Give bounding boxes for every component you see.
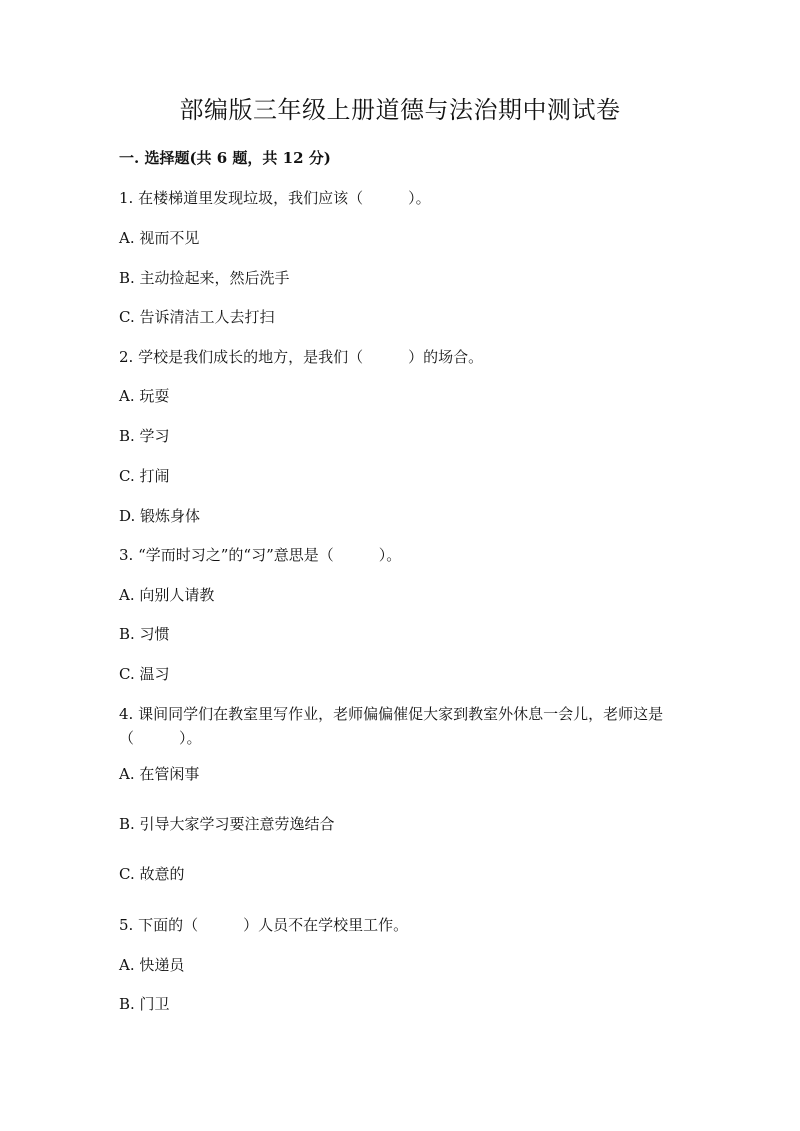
- question-1-option-b: B. 主动捡起来，然后洗手: [119, 269, 290, 287]
- question-4-option-c: C. 故意的: [119, 865, 185, 883]
- question-3-stem: 3. “学而时习之”的“习”意思是（ ）。: [119, 546, 402, 564]
- question-1-option-c: C. 告诉清洁工人去打扫: [119, 308, 275, 326]
- question-2-stem: 2. 学校是我们成长的地方，是我们（ ）的场合。: [119, 348, 484, 366]
- question-4-stem: 4. 课间同学们在教室里写作业，老师偏偏催促大家到教室外休息一会儿，老师这是（ ）。: [119, 705, 664, 747]
- question-2-option-c: C. 打闹: [119, 467, 170, 485]
- question-4-option-a: A. 在管闲事: [119, 765, 200, 783]
- question-3-option-b: B. 习惯: [119, 625, 170, 643]
- question-1-option-a: A. 视而不见: [119, 229, 200, 247]
- question-1-stem: 1. 在楼梯道里发现垃圾，我们应该（ ）。: [119, 189, 431, 207]
- section-heading: 一. 选择题(共 6 题，共 12 分): [119, 149, 331, 167]
- question-5-option-a: A. 快递员: [119, 956, 185, 974]
- page-title: 部编版三年级上册道德与法治期中测试卷: [179, 96, 621, 124]
- question-2-option-a: A. 玩耍: [119, 387, 170, 405]
- question-4-option-b: B. 引导大家学习要注意劳逸结合: [119, 815, 335, 833]
- question-3-option-a: A. 向别人请教: [119, 586, 215, 604]
- question-5-stem: 5. 下面的（ ）人员不在学校里工作。: [119, 916, 409, 934]
- question-2-option-d: D. 锻炼身体: [119, 507, 201, 525]
- question-3-option-c: C. 温习: [119, 665, 170, 683]
- question-2-option-b: B. 学习: [119, 427, 170, 445]
- question-5-option-b: B. 门卫: [119, 995, 170, 1013]
